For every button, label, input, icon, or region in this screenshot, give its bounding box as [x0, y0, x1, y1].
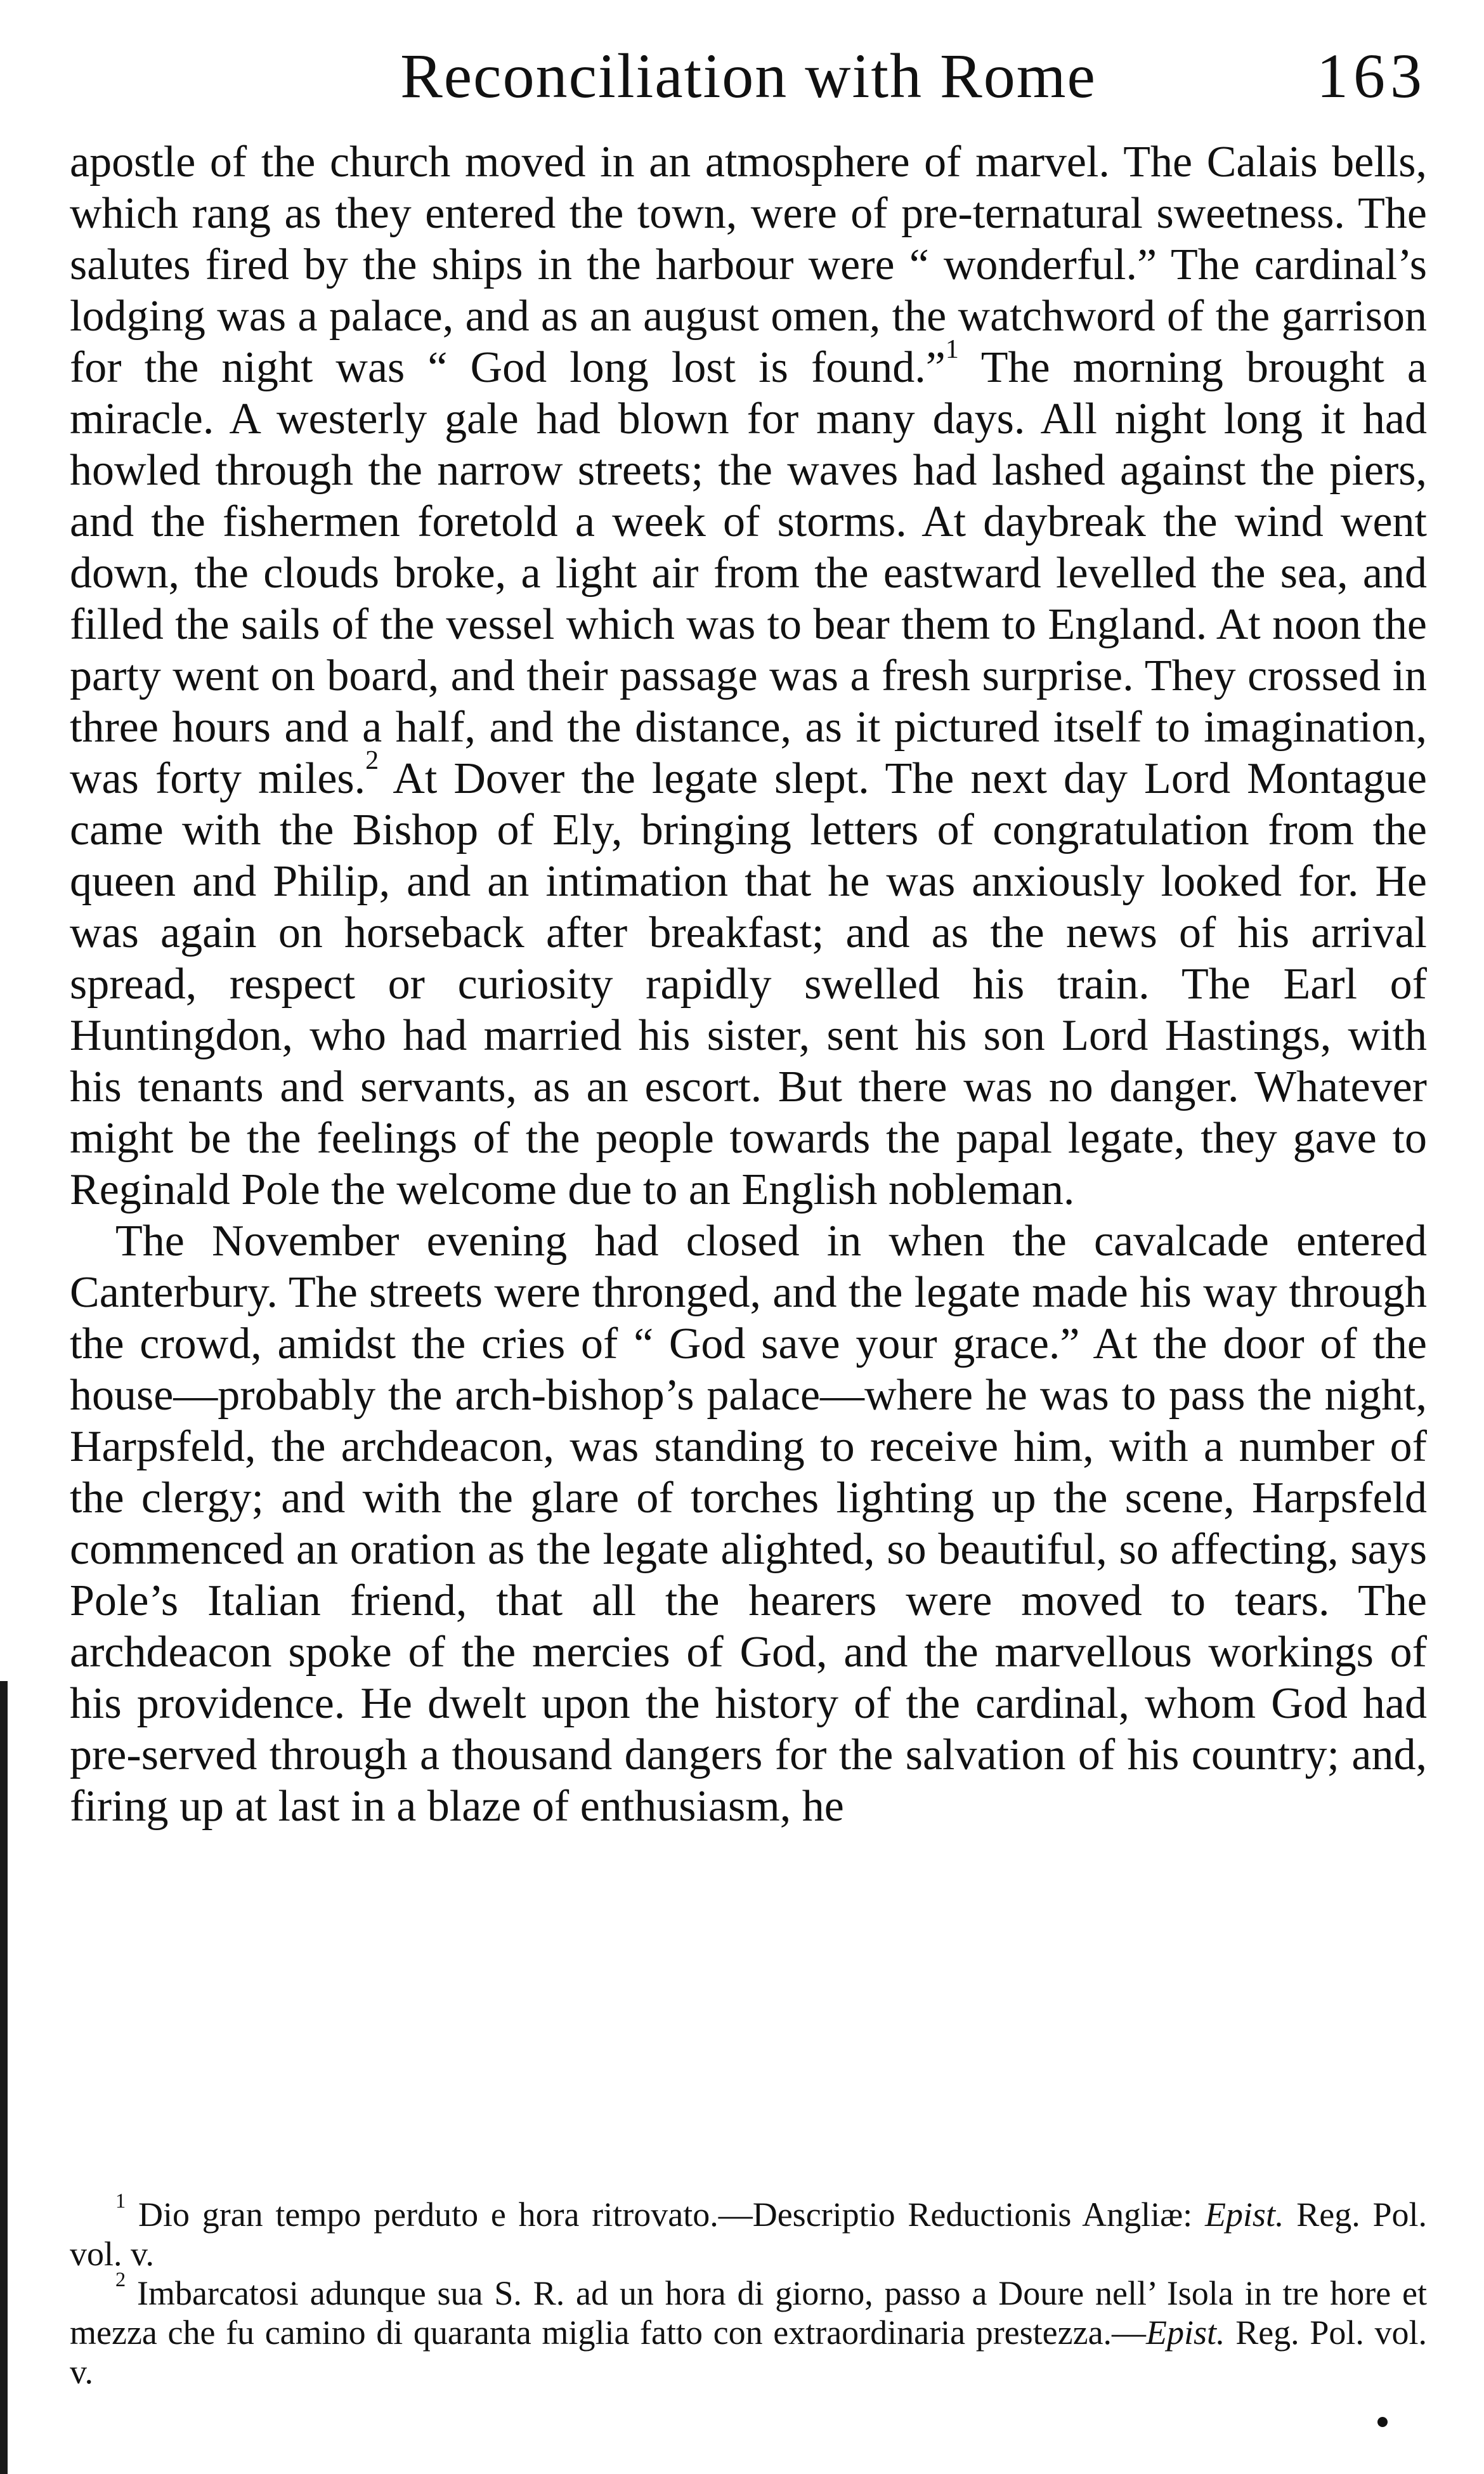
running-title: Reconciliation with Rome: [400, 41, 1097, 111]
footnote-2: [70, 2268, 1427, 2392]
paragraph-1: [70, 136, 1427, 1215]
paragraph-1-text-c: At Dover the legate slept. The next day Lord Montague came with the Bishop of Ely, bringing letters of congratulation from the queen and Philip, and an intimation that he was anxiously looked for. He was again on horseback after breakfast; and as the news of his arrival spread, respect or curiosity rapidly swelled his train. The Earl of Huntingdon, who had married his sister, sent his son Lord Hastings, with his tenants and servants, as an escort. But there was no danger. Whatever might be the feelings of the people towards the papal legate, they gave to Reginald Pole the welcome due to an English nobleman.: [70, 754, 1427, 1214]
footnote-1-source-italic: Epist.: [1204, 2196, 1284, 2234]
footnote-2-marker: 2: [115, 2268, 126, 2291]
footnote-1-source: Reg. Pol. vol. v.: [70, 2196, 1427, 2273]
footnote-1: [70, 2189, 1427, 2274]
footnote-2-source-italic: Epist.: [1146, 2314, 1225, 2352]
printer-mark-dot: [1377, 2417, 1388, 2427]
paragraph-2: The November evening had closed in when the cavalcade entered Canterbury. The streets were thronged, and the legate made his way through the crowd, amidst the cries of “ God save your grace.” At the door of the house—probably the arch-bishop’s palace—where he was to pass the night, Harpsfeld, the archdeacon, was standing to receive him, with a number of the clergy; and with the glare of torches lighting up the scene, Harpsfeld commenced an oration as the legate alighted, so beautiful, so affecting, says Pole’s Italian friend, that all the hearers were moved to tears. The archdeacon spoke of the mercies of God, and the marvellous workings of his providence. He dwelt upon the history of the cardinal, whom God had pre-served through a thousand dangers for the salvation of his country; and, firing up at last in a blaze of enthusiasm, he: [70, 1217, 1427, 1831]
body-text: [70, 136, 1427, 1832]
footnote-ref-1: 1: [945, 335, 959, 365]
page-header: [70, 29, 1427, 124]
footnote-2-text: Imbarcatosi adunque sua S. R. ad un hora di giorno, passo a Doure nell’ Isola in tre hore et mezza che fu camino di quaranta miglia fatto con extraordinaria prestezza.—: [70, 2274, 1427, 2352]
paragraph-1-text-b: The morning brought a miracle. A westerly gale had blown for many days. All night long it had howled through the narrow streets; the waves had lashed against the piers, and the fishermen foretold a week of storms. At daybreak the wind went down, the clouds broke, a light air from the eastward levelled the sea, and filled the sails of the vessel which was to bear them to England. At noon the party went on board, and their passage was a fresh surprise. They crossed in three hours and a half, and the distance, as it pictured itself to imagination, was forty miles.: [70, 343, 1427, 803]
page-number: 163: [1317, 41, 1427, 111]
footnote-2-source: Reg. Pol. vol. v.: [70, 2314, 1427, 2391]
paragraph-1-text-a: apostle of the church moved in an atmosphere of marvel. The Calais bells, which rang as they entered the town, were of pre-ternatural sweetness. The salutes fired by the ships in the harbour were “ wonderful.” The cardinal’s lodging was a palace, and as an august omen, the watchword of the garrison for the night was “ God long lost is found.”: [70, 138, 1427, 392]
footnote-1-text: Dio gran tempo perduto e hora ritrovato.—Descriptio Reductionis Angliæ:: [126, 2196, 1205, 2234]
footnote-1-marker: 1: [115, 2189, 126, 2213]
scan-edge-shadow: [0, 1681, 8, 2474]
footnotes: [70, 2189, 1427, 2392]
footnote-ref-2: 2: [365, 746, 379, 776]
